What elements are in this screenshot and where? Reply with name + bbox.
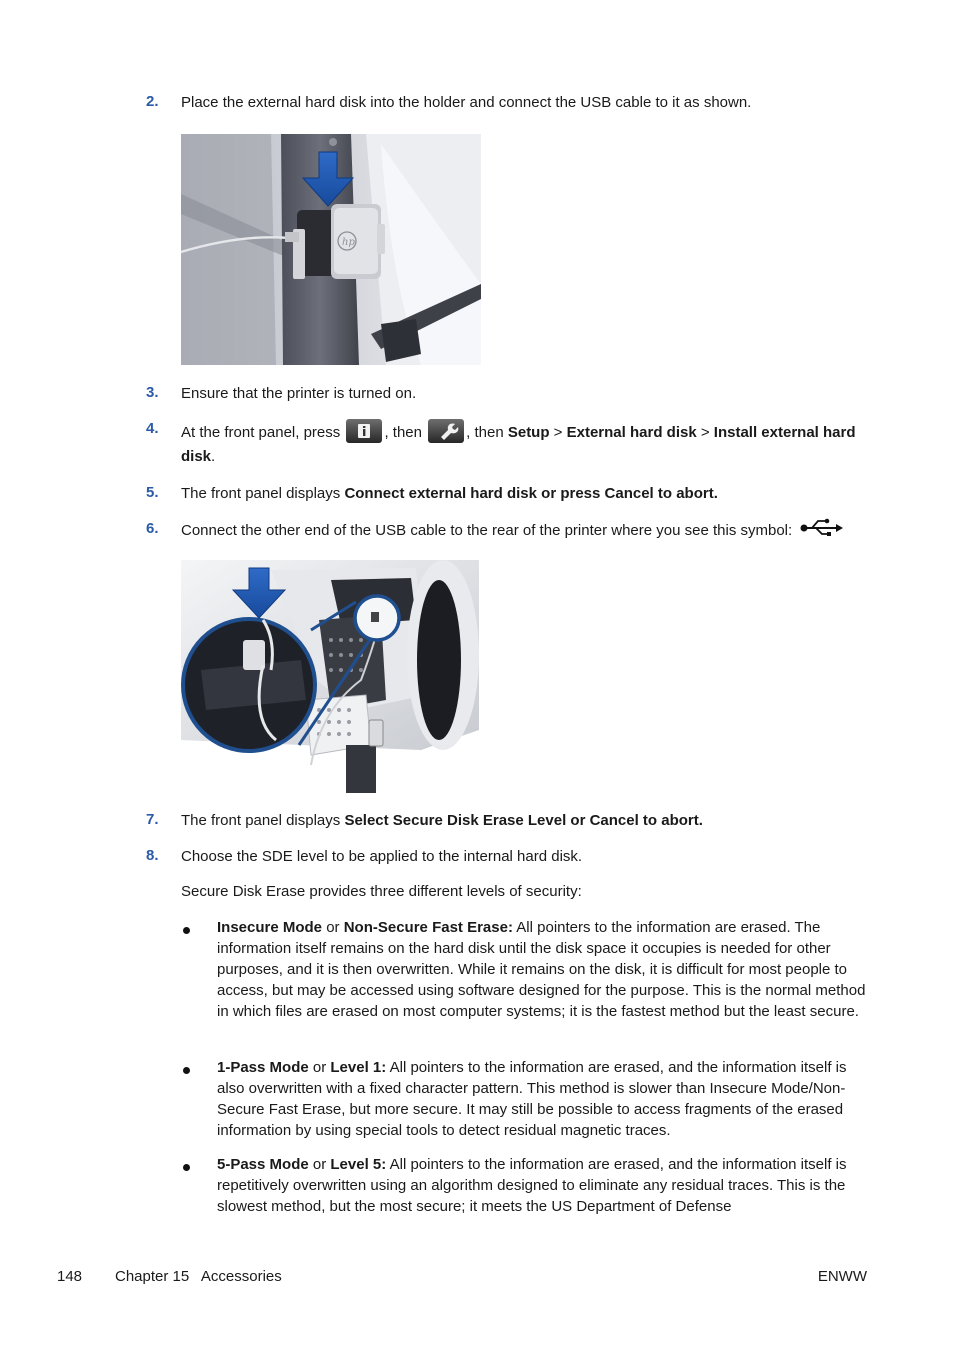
bullet-icon xyxy=(183,1164,190,1171)
step-text: At the front panel, press , then , then Setup > External hard disk > Install external hard disk. xyxy=(181,421,871,469)
bullet-text: 5-Pass Mode or Level 5: All pointers to the information are erased, and the information itself is repetitively overwritten using an algorithm designed to eliminate any residual traces. This is the slowest method, but the most secure; it meets the US Department of Defense xyxy=(217,1156,847,1215)
step-number: 6. xyxy=(146,520,159,537)
bullet-text: 1-Pass Mode or Level 1: All pointers to the information are erased, and the information itself is also overwritten with a fixed character pattern. This method is slower than Insecure Mode/Non-Secure Fast Erase, but more secure. It may still be possible to access fragments of the erased information by using special tools to detect residual magnetic traces. xyxy=(217,1059,847,1139)
step-text: The front panel displays Connect external hard disk or press Cancel to abort. xyxy=(181,485,718,502)
step-number: 7. xyxy=(146,811,159,828)
step-number: 5. xyxy=(146,484,159,501)
bullet-icon xyxy=(183,927,190,934)
step-number: 3. xyxy=(146,384,159,401)
wrench-button-icon xyxy=(428,419,464,443)
information-button-icon xyxy=(346,419,382,443)
chapter-title: Chapter 15 Accessories xyxy=(115,1268,282,1285)
bullet-text: Insecure Mode or Non-Secure Fast Erase: All pointers to the information are erased. The information itself remains on the hard disk until the disk space it occupies is needed for other purposes, and it is then overwritten. While it remains on the disk, it is difficult for most people to access, but may be accessed using software designed for the purpose. This is the normal method in which files are erased on most computer systems; it is the fastest method but the least secure. xyxy=(217,919,866,1020)
step-text: Ensure that the printer is turned on. xyxy=(181,385,417,402)
step-text: Place the external hard disk into the holder and connect the USB cable to it as shown. xyxy=(181,94,752,111)
step-text: Choose the SDE level to be applied to the internal hard disk. xyxy=(181,848,583,865)
bullet-icon xyxy=(183,1067,190,1074)
svg-text:hp: hp xyxy=(342,237,355,248)
step-text: Connect the other end of the USB cable to the rear of the printer where you see this symbol: xyxy=(181,518,871,544)
step-number: 2. xyxy=(146,93,159,110)
hard-disk-holder-illustration xyxy=(181,134,481,369)
footer-code: ENWW xyxy=(817,1268,867,1285)
step-number: 8. xyxy=(146,847,159,864)
rear-usb-port-illustration xyxy=(181,560,479,797)
page-number: 148 xyxy=(57,1268,83,1285)
step-number: 4. xyxy=(146,420,159,437)
usb-symbol-icon xyxy=(800,518,844,544)
sde-intro: Secure Disk Erase provides three different levels of security: xyxy=(181,883,582,900)
step-text: The front panel displays Select Secure Disk Erase Level or Cancel to abort. xyxy=(181,812,703,829)
